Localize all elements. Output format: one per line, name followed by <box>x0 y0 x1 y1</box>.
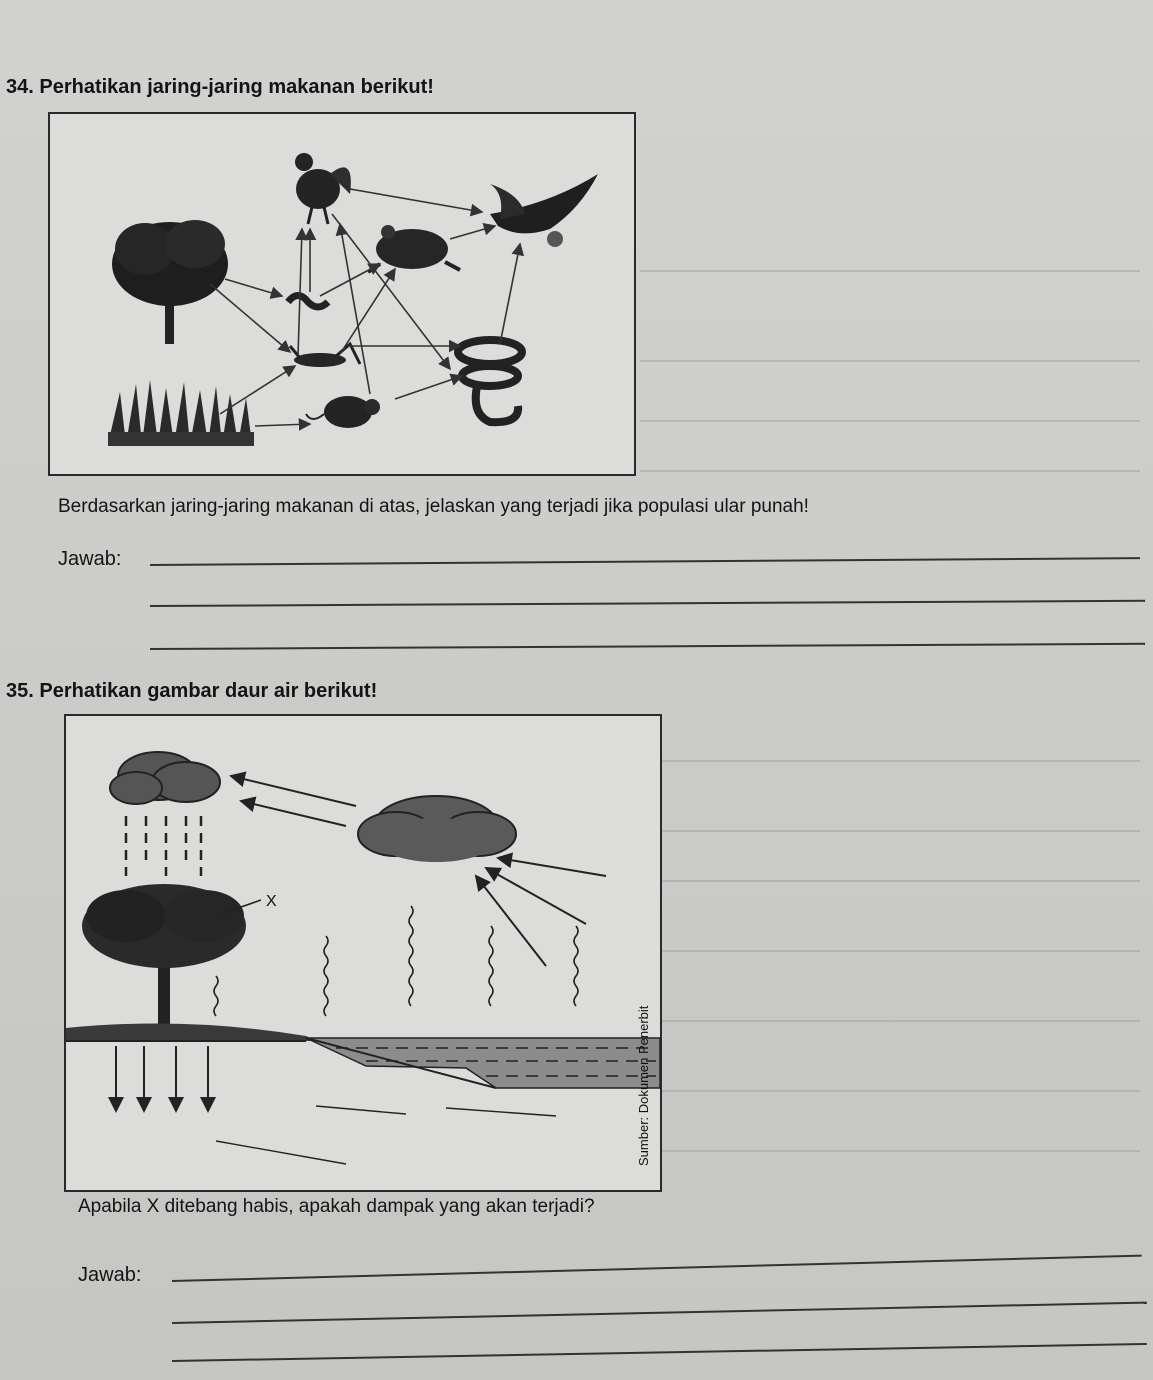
land-and-water <box>66 1024 660 1089</box>
evaporation-arrows <box>476 858 606 966</box>
grasshopper-icon <box>290 344 360 367</box>
q34-answer-line-1[interactable] <box>150 557 1140 566</box>
tree-x-icon <box>82 884 246 1036</box>
mouse-icon <box>306 396 380 428</box>
rain-icon <box>126 816 201 876</box>
q34-question: Berdasarkan jaring-jaring makanan di atas, jelaskan yang terjadi jika populasi ular punah! <box>58 496 809 517</box>
snake-icon <box>458 340 522 422</box>
q34-heading <box>6 76 434 99</box>
big-cloud-icon <box>358 796 516 862</box>
water-cycle-diagram <box>66 716 660 1190</box>
infiltration-arrows <box>116 1046 208 1111</box>
water-cycle-figure <box>64 714 662 1192</box>
q35-question: Apabila X ditebang habis, apakah dampak yang akan terjadi? <box>78 1196 595 1217</box>
frog-icon <box>368 225 460 272</box>
eagle-icon <box>490 174 598 247</box>
grass-icon <box>108 380 254 446</box>
q35-title: Perhatikan gambar daur air berikut! <box>39 680 378 702</box>
groundwater-lines <box>216 1106 556 1164</box>
q35-answer-line-1[interactable] <box>172 1255 1142 1282</box>
vapor-lines <box>214 906 578 1016</box>
q34-answer-line-3[interactable] <box>150 643 1145 650</box>
chicken-icon <box>295 153 351 224</box>
label-x: X <box>266 893 277 910</box>
q35-answer-label: Jawab: <box>78 1264 142 1286</box>
q34-answer-label: Jawab: <box>58 548 122 570</box>
wind-arrows <box>231 776 356 826</box>
q34-number: 34. <box>6 76 34 98</box>
food-web-diagram <box>50 114 634 474</box>
caterpillar-icon <box>288 296 328 308</box>
source-credit: Sumber: Dokumen Penerbit <box>636 1005 651 1166</box>
q35-number: 35. <box>6 680 34 702</box>
q34-answer-line-2[interactable] <box>150 600 1145 607</box>
q34-title: Perhatikan jaring-jaring makanan berikut! <box>39 76 434 98</box>
food-web-figure <box>48 112 636 476</box>
q35-answer-line-2[interactable] <box>172 1302 1147 1324</box>
rain-cloud-icon <box>110 752 220 804</box>
q35-heading <box>6 680 377 703</box>
tree-icon <box>112 220 228 344</box>
q35-answer-line-3[interactable] <box>172 1343 1147 1362</box>
